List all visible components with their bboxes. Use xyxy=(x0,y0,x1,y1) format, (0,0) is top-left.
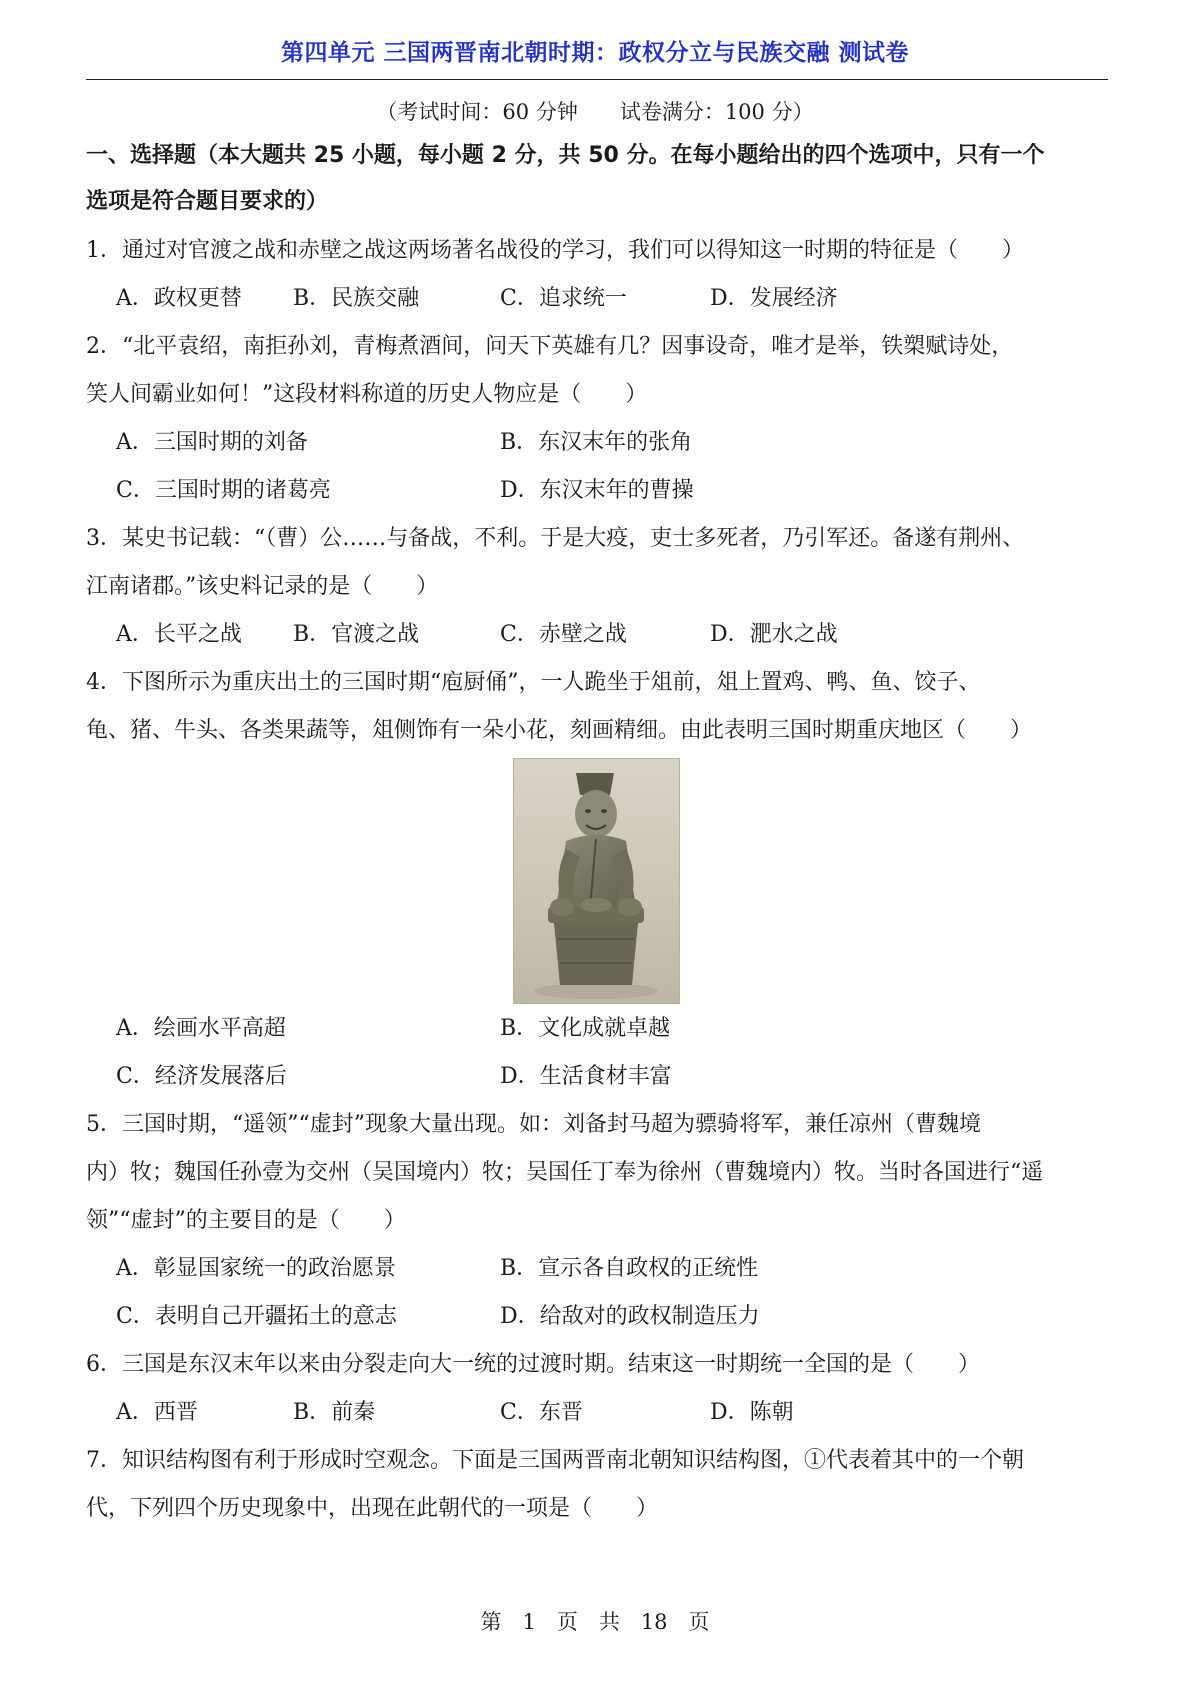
q5-option-d: D．给敌对的政权制造压力 xyxy=(500,1304,760,1329)
kitchen-figurine-photo xyxy=(513,758,680,1004)
q2-option-d: D．东汉末年的曹操 xyxy=(500,478,694,503)
question-7-text: 7．知识结构图有利于形成时空观念。下面是三国两晋南北朝知识结构图，①代表着其中的一个朝 xyxy=(86,1448,1025,1473)
q4-option-c: C．经济发展落后 xyxy=(116,1064,287,1089)
question-5-text-cont: 内）牧；魏国任孙壹为交州（吴国境内）牧；吴国任丁奉为徐州（曹魏境内）牧。当时各国进行“遥 xyxy=(86,1160,1044,1185)
question-3-text-cont: 江南诸郡。”该史料记录的是（ ） xyxy=(86,574,439,599)
q4-option-d: D．生活食材丰富 xyxy=(500,1064,672,1089)
q5-option-a: A．彰显国家统一的政治愿景 xyxy=(116,1256,396,1281)
q3-option-b: B．官渡之战 xyxy=(293,622,420,647)
q4-option-b: B．文化成就卓越 xyxy=(500,1016,671,1041)
q3-option-c: C．赤壁之战 xyxy=(500,622,627,647)
q2-option-b: B．东汉末年的张角 xyxy=(500,430,693,455)
q6-option-a: A．西晋 xyxy=(116,1400,198,1425)
question-4-text: 4．下图所示为重庆出土的三国时期“庖厨俑”，一人跪坐于俎前，俎上置鸡、鸭、鱼、饺子、 xyxy=(86,670,981,695)
exam-title: 第四单元 三国两晋南北朝时期：政权分立与民族交融 测试卷 xyxy=(280,40,909,66)
q1-option-d: D．发展经济 xyxy=(710,286,838,311)
q6-option-c: C．东晋 xyxy=(500,1400,583,1425)
q6-option-d: D．陈朝 xyxy=(710,1400,794,1425)
question-7-text-cont: 代，下列四个历史现象中，出现在此朝代的一项是（ ） xyxy=(86,1496,659,1521)
question-6-text: 6．三国是东汉末年以来由分裂走向大一统的过渡时期。结束这一时期统一全国的是（ ） xyxy=(86,1352,981,1377)
q4-option-a: A．绘画水平高超 xyxy=(116,1016,286,1041)
exam-info: （考试时间：60 分钟 试卷满分：100 分） xyxy=(376,100,814,124)
question-2-text-cont: 笑人间霸业如何！”这段材料称道的历史人物应是（ ） xyxy=(86,382,648,407)
q5-option-c: C．表明自己开疆拓土的意志 xyxy=(116,1304,397,1329)
q3-option-a: A．长平之战 xyxy=(116,622,242,647)
question-2-text: 2．“北平袁绍，南拒孙刘，青梅煮酒间，问天下英雄有几？因事设奇，唯才是举，铁槊赋诗处， xyxy=(86,334,1014,359)
q1-option-b: B．民族交融 xyxy=(293,286,420,311)
q5-option-b: B．宣示各自政权的正统性 xyxy=(500,1256,759,1281)
question-3-text: 3．某史书记载：“（曹）公……与备战，不利。于是大疫，吏士多死者，乃引军还。备遂有荆州、 xyxy=(86,526,1025,551)
question-5-text: 5．三国时期，“遥领”“虚封”现象大量出现。如：刘备封马超为骠骑将军，兼任凉州（曹魏境 xyxy=(86,1112,981,1137)
q6-option-b: B．前秦 xyxy=(293,1400,376,1425)
section-heading-cont: 选项是符合题目要求的） xyxy=(86,189,329,214)
q2-option-c: C．三国时期的诸葛亮 xyxy=(116,478,331,503)
page-footer: 第 1 页 共 18 页 xyxy=(480,1610,710,1634)
section-heading: 一、选择题（本大题共 25 小题，每小题 2 分，共 50 分。在每小题给出的四个选项中，只有一个 xyxy=(86,143,1045,168)
header-divider xyxy=(86,79,1108,80)
q1-option-c: C．追求统一 xyxy=(500,286,627,311)
q2-option-a: A．三国时期的刘备 xyxy=(116,430,308,455)
figurine-illustration xyxy=(514,759,679,1003)
q1-option-a: A．政权更替 xyxy=(116,286,242,311)
question-4-text-cont: 龟、猪、牛头、各类果蔬等，俎侧饰有一朵小花，刻画精细。由此表明三国时期重庆地区（ ） xyxy=(86,718,1033,743)
question-5-text-cont2: 领”“虚封”的主要目的是（ ） xyxy=(86,1208,406,1233)
question-1-text: 1．通过对官渡之战和赤壁之战这两场著名战役的学习，我们可以得知这一时期的特征是（ ） xyxy=(86,238,1025,263)
q3-option-d: D．淝水之战 xyxy=(710,622,838,647)
